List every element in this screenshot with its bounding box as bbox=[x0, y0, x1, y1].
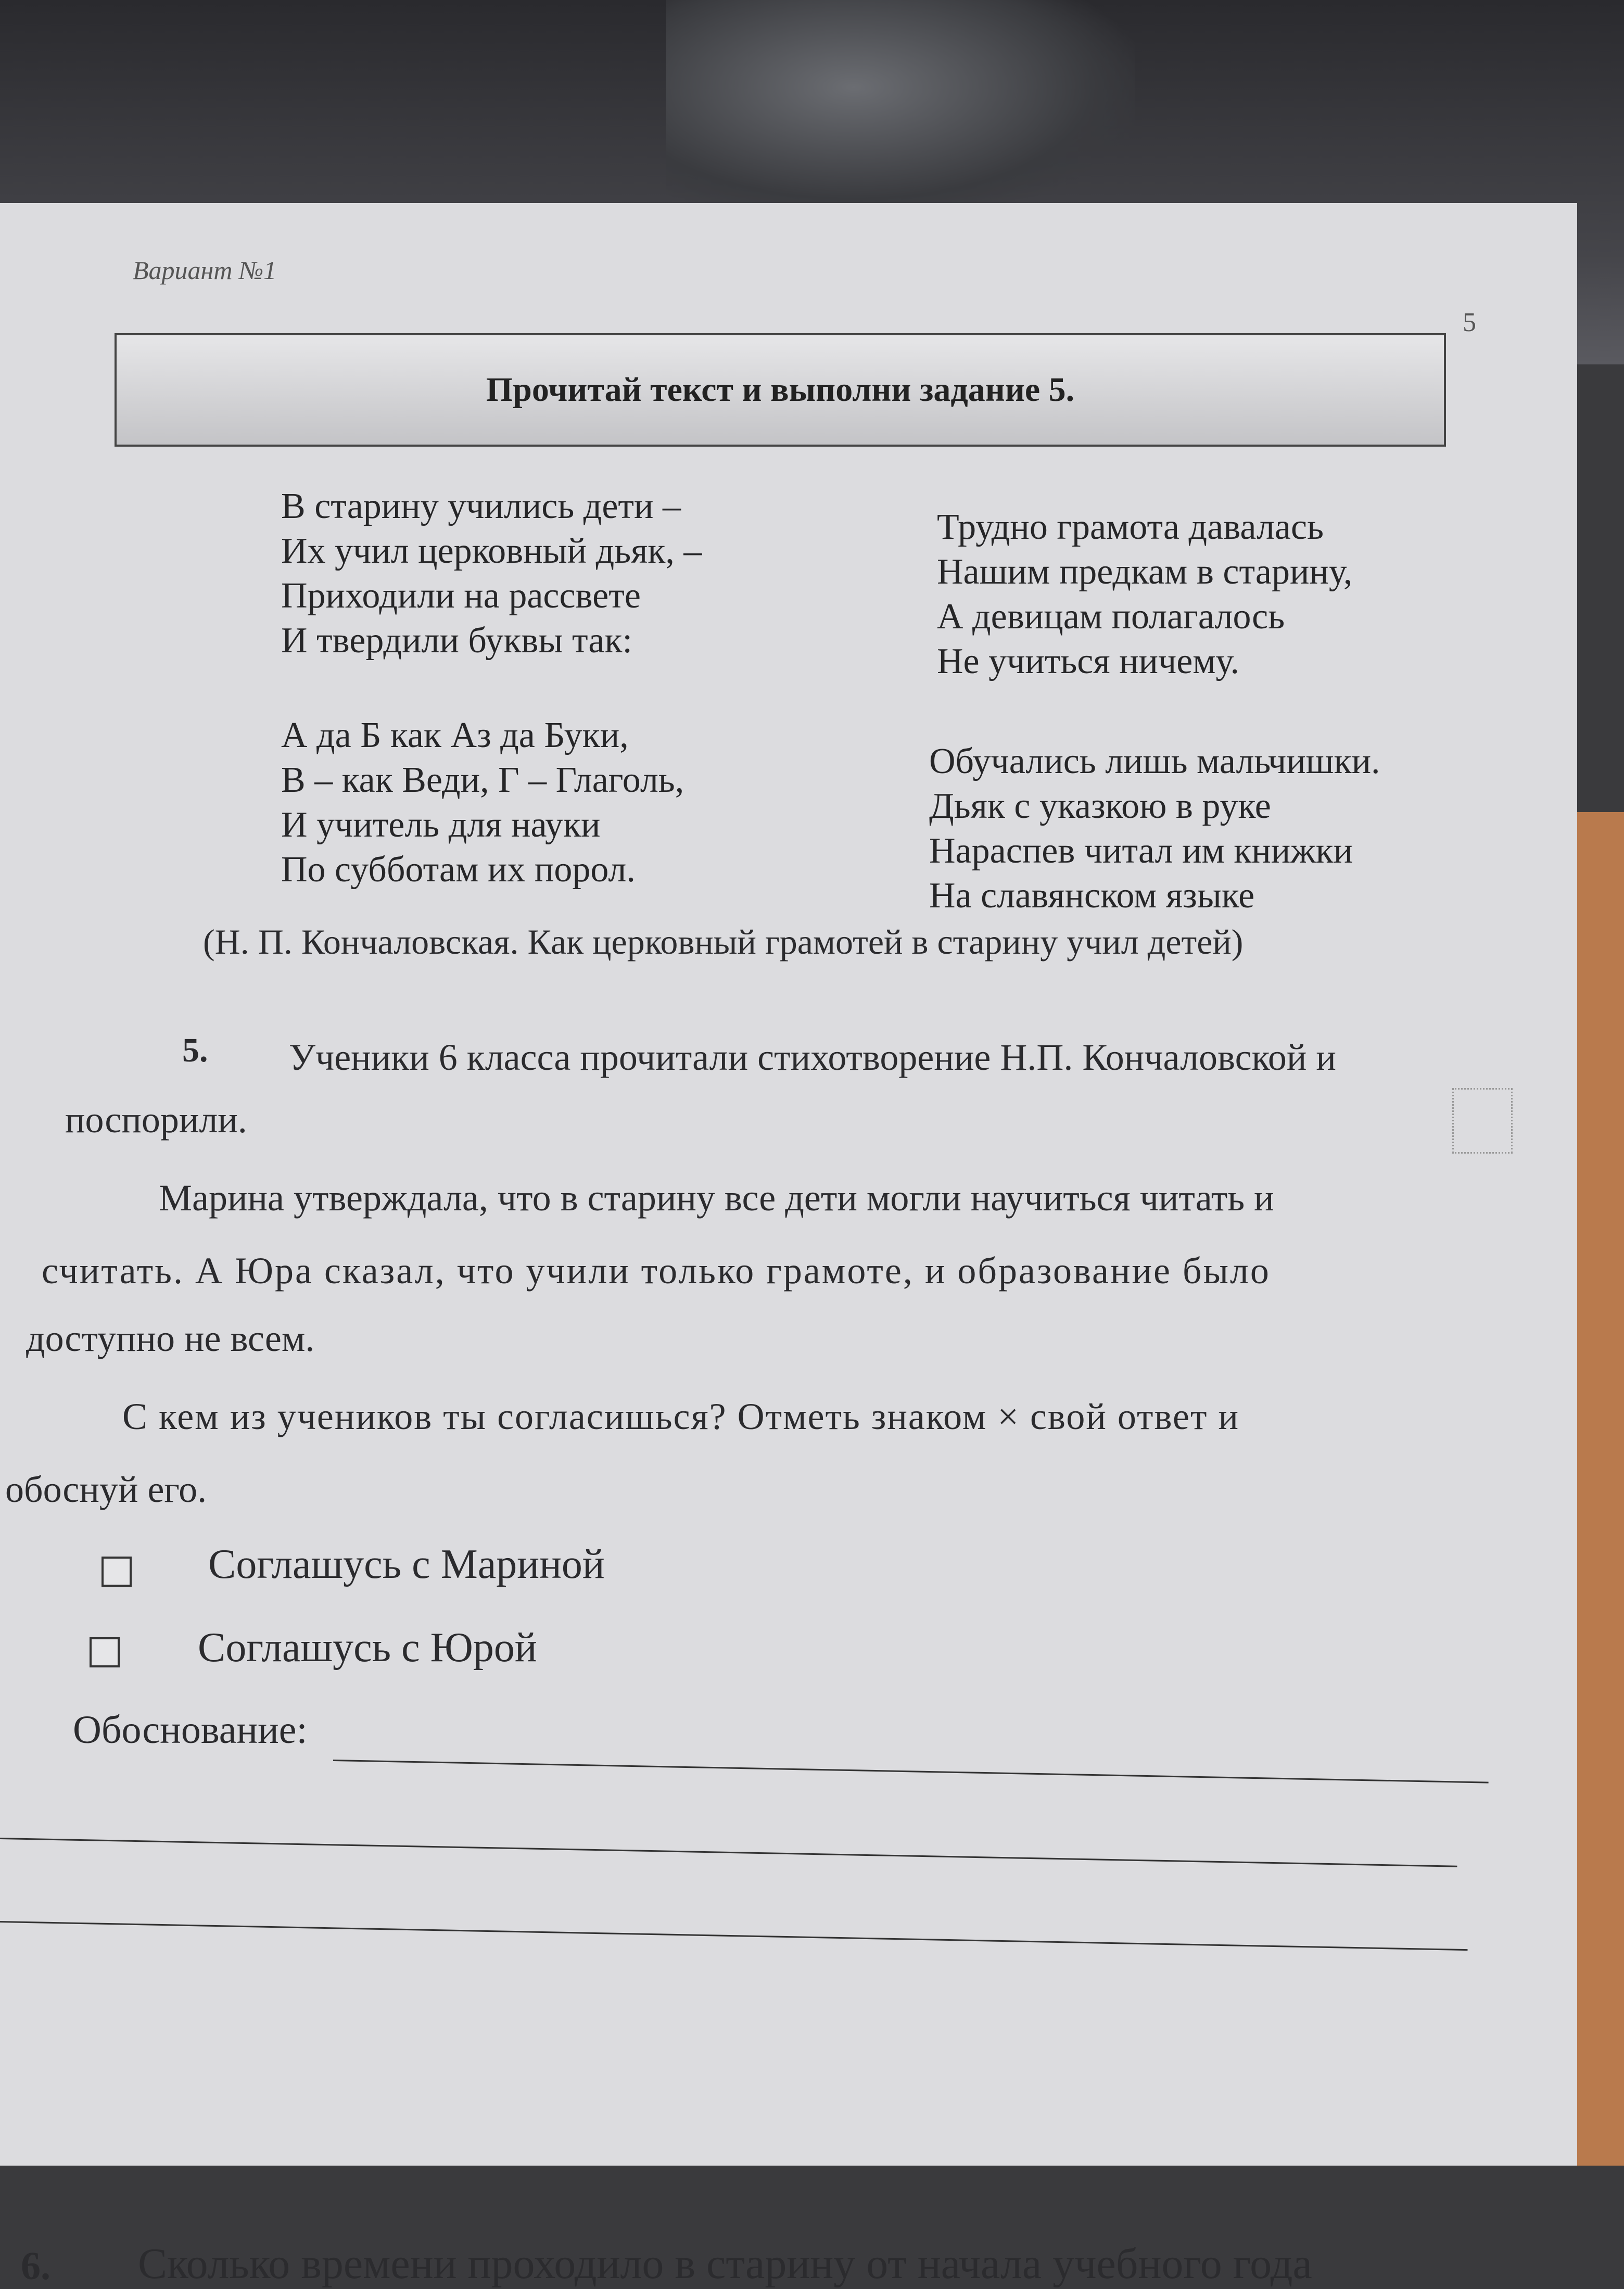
justification-label: Обоснование: bbox=[73, 1708, 308, 1752]
poem-right-stanza-1 bbox=[937, 505, 1352, 684]
task5-intro-line1: Ученики 6 класса прочитали стихотворение Н.П. Кончаловской и bbox=[289, 1036, 1336, 1078]
task5-intro-line2: поспорили. bbox=[65, 1099, 247, 1141]
poem-line: На славянском языке bbox=[929, 876, 1255, 916]
option-marina-checkbox[interactable] bbox=[102, 1557, 132, 1587]
poem-left-stanza-1 bbox=[281, 484, 702, 663]
page-number: 5 bbox=[1463, 308, 1476, 337]
poem-line: А девицам полагалось bbox=[937, 597, 1285, 637]
task5-para2-line2: считать. А Юра сказал, что учили только грамоте, и образование было bbox=[42, 1250, 1271, 1292]
poem-line: И учитель для науки bbox=[281, 805, 601, 845]
poem-line: В старину учились дети – bbox=[281, 486, 681, 526]
task5-number: 5. bbox=[182, 1031, 208, 1069]
worksheet-page bbox=[0, 203, 1577, 2288]
option-marina-label: Соглашусь с Мариной bbox=[208, 1541, 605, 1587]
answer-line-3[interactable] bbox=[0, 1921, 1468, 1951]
background-chair bbox=[666, 0, 1135, 219]
poem-source: (Н. П. Кончаловская. Как церковный грамотей в старину учил детей) bbox=[203, 922, 1244, 962]
option-yura-checkbox[interactable] bbox=[90, 1637, 120, 1667]
poem-right-stanza-2 bbox=[929, 739, 1380, 918]
poem-line: А да Б как Аз да Буки, bbox=[281, 715, 629, 755]
task-banner bbox=[115, 333, 1446, 447]
task5-para3-line2: обоснуй его. bbox=[5, 1469, 207, 1510]
banner-title: Прочитай текст и выполни задание 5. bbox=[486, 371, 1075, 409]
task5-para3-line1: С кем из учеников ты согласишься? Отметь знаком × свой ответ и bbox=[122, 1396, 1239, 1437]
poem-left-stanza-2 bbox=[281, 713, 684, 892]
poem-line: И твердили буквы так: bbox=[281, 621, 632, 661]
poem-line: Обучались лишь мальчишки. bbox=[929, 741, 1380, 781]
task6-text: Сколько времени проходило в старину от начала учебного года bbox=[138, 2240, 1312, 2288]
poem-line: По субботам их порол. bbox=[281, 850, 636, 890]
variant-header: Вариант №1 bbox=[133, 256, 277, 285]
poem-line: Дьяк с указкою в руке bbox=[929, 786, 1271, 826]
poem-line: Трудно грамота давалась bbox=[937, 507, 1324, 547]
task5-para2-line1: Марина утверждала, что в старину все дети могли научиться читать и bbox=[159, 1177, 1274, 1219]
poem-line: Их учил церковный дьяк, – bbox=[281, 531, 702, 571]
poem-line: Не учиться ничему. bbox=[937, 641, 1240, 681]
answer-line-1[interactable] bbox=[333, 1760, 1489, 1784]
poem-line: В – как Веди, Г – Глаголь, bbox=[281, 760, 684, 800]
poem-line: Нашим предкам в старину, bbox=[937, 552, 1353, 592]
task6-number: 6. bbox=[21, 2244, 50, 2288]
poem-line: Нараспев читал им книжки bbox=[929, 831, 1353, 871]
option-yura-label: Соглашусь с Юрой bbox=[198, 1625, 537, 1671]
answer-line-2[interactable] bbox=[0, 1838, 1457, 1867]
task5-para2-line3: доступно не всем. bbox=[26, 1318, 315, 1359]
poem-line: Приходили на рассвете bbox=[281, 576, 641, 616]
score-box bbox=[1452, 1088, 1513, 1154]
